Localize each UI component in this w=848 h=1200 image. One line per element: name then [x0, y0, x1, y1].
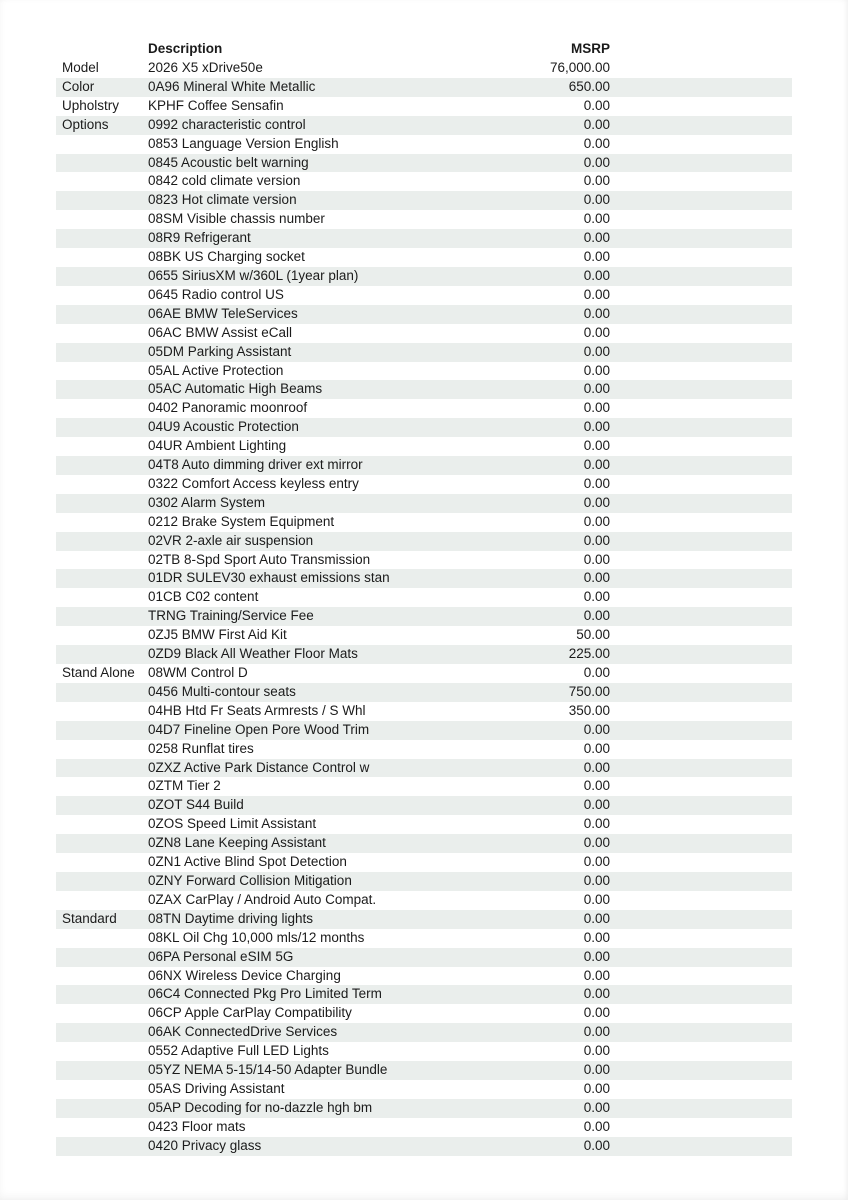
row-filler [610, 1023, 792, 1042]
row-msrp: 0.00 [488, 607, 610, 626]
table-row [56, 683, 792, 702]
row-filler [610, 569, 792, 588]
row-filler [610, 286, 792, 305]
row-category [56, 418, 148, 437]
row-description: 2026 X5 xDrive50e [148, 60, 263, 75]
row-description: 06AC BMW Assist eCall [148, 324, 293, 340]
table-row [56, 948, 792, 967]
row-filler [610, 513, 792, 532]
table-row [56, 796, 792, 815]
row-description: 0ZXZ Active Park Distance Control w [148, 759, 488, 778]
row-filler [610, 645, 792, 664]
row-filler [610, 702, 792, 721]
row-category [56, 1137, 148, 1156]
row-description: 0992 characteristic control [148, 116, 488, 135]
table-row [56, 362, 792, 381]
row-description: 06CP Apple CarPlay Compatibility [148, 1005, 352, 1021]
row-msrp: 0.00 [488, 910, 610, 929]
table-row [56, 116, 792, 135]
row-description: 0552 Adaptive Full LED Lights [148, 1043, 329, 1059]
table-row [56, 267, 792, 286]
row-category [56, 815, 148, 834]
row-filler [610, 626, 792, 645]
row-description: 01CB C02 content [148, 589, 259, 605]
table-row [56, 1023, 792, 1042]
row-msrp: 0.00 [583, 1080, 610, 1096]
row-msrp: 0.00 [488, 532, 610, 551]
table-row [56, 1137, 792, 1156]
row-description: 06PA Personal eSIM 5G [148, 948, 488, 967]
row-filler [610, 853, 792, 872]
table-row [56, 985, 792, 1004]
row-category [56, 1061, 148, 1080]
row-msrp: 0.00 [583, 967, 610, 983]
row-msrp: 0.00 [583, 211, 610, 227]
row-category [56, 1042, 148, 1061]
row-msrp: 0.00 [583, 854, 610, 870]
row-msrp: 0.00 [583, 286, 610, 302]
row-description: KPHF Coffee Sensafin [148, 97, 284, 113]
row-category [56, 777, 148, 796]
row-filler [610, 985, 792, 1004]
row-category [56, 569, 148, 588]
row-description: 0456 Multi-contour seats [148, 683, 488, 702]
row-description: 05AC Automatic High Beams [148, 380, 488, 399]
row-filler [610, 796, 792, 815]
row-msrp: 0.00 [488, 834, 610, 853]
row-category [56, 172, 148, 191]
table-row [56, 475, 792, 494]
table-row [56, 135, 792, 154]
table-row [56, 815, 792, 834]
row-filler [610, 116, 792, 135]
row-description: 0ZD9 Black All Weather Floor Mats [148, 645, 488, 664]
row-description: 05AS Driving Assistant [148, 1080, 285, 1096]
row-filler [610, 1099, 792, 1118]
row-description: 0ZAX CarPlay / Android Auto Compat. [148, 891, 377, 907]
row-filler [610, 191, 792, 210]
row-category [56, 210, 148, 229]
row-description: 05DM Parking Assistant [148, 343, 488, 362]
row-msrp: 0.00 [583, 362, 610, 378]
row-msrp: 0.00 [488, 569, 610, 588]
row-category [56, 1099, 148, 1118]
row-filler [610, 399, 792, 418]
row-msrp: 0.00 [583, 891, 610, 907]
row-category [56, 588, 148, 607]
table-row [56, 967, 792, 986]
table-row [56, 551, 792, 570]
row-category: Upholstry [62, 97, 120, 113]
row-description: 05AL Active Protection [148, 362, 284, 378]
row-filler [610, 172, 792, 191]
table-row [56, 645, 792, 664]
row-category [56, 475, 148, 494]
row-filler [610, 967, 792, 986]
row-category [56, 494, 148, 513]
row-category: Stand Alone [62, 665, 135, 680]
row-msrp: 0.00 [583, 929, 610, 945]
table-row [56, 664, 792, 683]
row-msrp: 650.00 [488, 78, 610, 97]
row-filler [610, 721, 792, 740]
row-msrp: 0.00 [488, 380, 610, 399]
row-description: 0ZN8 Lane Keeping Assistant [148, 834, 488, 853]
table-row [56, 78, 792, 97]
row-msrp: 0.00 [488, 985, 610, 1004]
row-description: 0258 Runflat tires [148, 740, 254, 756]
row-msrp: 0.00 [488, 872, 610, 891]
row-filler [610, 551, 792, 570]
row-msrp: 0.00 [583, 438, 610, 454]
row-filler [610, 683, 792, 702]
table-row [56, 702, 792, 721]
table-row [56, 343, 792, 362]
row-category [56, 626, 148, 645]
row-msrp: 0.00 [488, 154, 610, 173]
table-row [56, 1118, 792, 1137]
table-row [56, 626, 792, 645]
row-category [56, 229, 148, 248]
row-filler [610, 78, 792, 97]
row-filler [610, 380, 792, 399]
row-description: 0645 Radio control US [148, 286, 284, 302]
row-category [56, 286, 148, 305]
table-row [56, 588, 792, 607]
row-description: 0842 cold climate version [148, 173, 301, 189]
row-description: 06C4 Connected Pkg Pro Limited Term [148, 985, 488, 1004]
row-filler [610, 1080, 792, 1099]
table-row [56, 607, 792, 626]
row-category [56, 834, 148, 853]
row-description: 02VR 2-axle air suspension [148, 532, 488, 551]
row-category [56, 607, 148, 626]
row-category [56, 135, 148, 154]
row-filler [610, 324, 792, 343]
row-description: 06AK ConnectedDrive Services [148, 1023, 488, 1042]
row-msrp: 0.00 [488, 191, 610, 210]
row-filler [610, 59, 792, 78]
row-msrp: 0.00 [583, 513, 610, 529]
row-filler [610, 475, 792, 494]
row-filler [610, 532, 792, 551]
table-row [56, 248, 792, 267]
table-row [56, 910, 792, 929]
table-row [56, 1080, 792, 1099]
row-category [56, 967, 148, 986]
row-filler [610, 740, 792, 759]
row-description: 0423 Floor mats [148, 1118, 246, 1134]
row-category: Standard [56, 910, 148, 929]
row-category [56, 362, 148, 381]
row-category [56, 948, 148, 967]
table-row [56, 834, 792, 853]
row-msrp: 0.00 [583, 400, 610, 416]
table-row [56, 853, 792, 872]
row-msrp: 350.00 [568, 702, 610, 718]
row-description: 04T8 Auto dimming driver ext mirror [148, 456, 488, 475]
table-row [56, 380, 792, 399]
row-msrp: 0.00 [488, 494, 610, 513]
table-row [56, 437, 792, 456]
row-filler [610, 1004, 792, 1023]
row-category [56, 267, 148, 286]
row-filler [610, 891, 792, 910]
row-category [56, 1080, 148, 1099]
row-msrp: 0.00 [488, 948, 610, 967]
row-category [56, 343, 148, 362]
row-description: 04U9 Acoustic Protection [148, 418, 488, 437]
table-row [56, 191, 792, 210]
table-row [56, 494, 792, 513]
row-description: 05YZ NEMA 5-15/14-50 Adapter Bundle [148, 1061, 488, 1080]
row-category: Color [56, 78, 148, 97]
row-msrp: 0.00 [583, 1118, 610, 1134]
row-description: 0ZN1 Active Blind Spot Detection [148, 854, 347, 870]
row-description: 0845 Acoustic belt warning [148, 154, 488, 173]
table-row [56, 721, 792, 740]
row-description: 04UR Ambient Lighting [148, 438, 287, 454]
row-filler [610, 97, 792, 116]
row-description: 0ZOT S44 Build [148, 796, 488, 815]
row-msrp: 0.00 [488, 267, 610, 286]
row-category [56, 551, 148, 570]
row-category: Model [62, 60, 99, 75]
table-row [56, 759, 792, 778]
row-category: Options [56, 116, 148, 135]
row-description: 0823 Hot climate version [148, 191, 488, 210]
row-filler [610, 607, 792, 626]
row-category [56, 399, 148, 418]
row-msrp: 0.00 [583, 551, 610, 567]
row-msrp: 0.00 [488, 1061, 610, 1080]
row-msrp: 0.00 [488, 1023, 610, 1042]
table-row [56, 286, 792, 305]
row-msrp: 0.00 [583, 1043, 610, 1059]
table-row [56, 777, 792, 796]
row-description: 0853 Language Version English [148, 135, 339, 151]
row-description: 0302 Alarm System [148, 494, 488, 513]
table-row [56, 399, 792, 418]
row-category [56, 380, 148, 399]
row-category [56, 796, 148, 815]
row-msrp: 0.00 [488, 456, 610, 475]
row-category [56, 683, 148, 702]
row-description: 0322 Comfort Access keyless entry [148, 475, 359, 491]
row-filler [610, 135, 792, 154]
row-description: 02TB 8-Spd Sport Auto Transmission [148, 551, 371, 567]
row-description: 01DR SULEV30 exhaust emissions stan [148, 569, 488, 588]
row-category [56, 891, 148, 910]
row-description: 0ZNY Forward Collision Mitigation [148, 872, 488, 891]
row-description: TRNG Training/Service Fee [148, 607, 488, 626]
row-msrp: 76,000.00 [549, 60, 610, 75]
row-msrp: 0.00 [488, 796, 610, 815]
table-row [56, 172, 792, 191]
row-filler [610, 267, 792, 286]
row-msrp: 0.00 [583, 665, 610, 680]
row-category [56, 456, 148, 475]
row-category [56, 154, 148, 173]
table-row [56, 569, 792, 588]
row-category [56, 437, 148, 456]
table-row [56, 1004, 792, 1023]
row-description: 08R9 Refrigerant [148, 229, 488, 248]
msrp-column-header: MSRP [570, 41, 610, 56]
row-msrp: 225.00 [488, 645, 610, 664]
row-description: 08SM Visible chassis number [148, 211, 325, 227]
row-filler [610, 343, 792, 362]
row-description: 08WM Control D [148, 665, 248, 680]
table-header-row [56, 39, 792, 59]
row-description: 0ZTM Tier 2 [148, 778, 221, 794]
row-filler [610, 948, 792, 967]
row-filler [610, 1042, 792, 1061]
row-category [56, 853, 148, 872]
row-filler [610, 815, 792, 834]
table-row [56, 1099, 792, 1118]
row-filler [610, 1137, 792, 1156]
table-row [56, 872, 792, 891]
row-filler [610, 777, 792, 796]
row-category [56, 532, 148, 551]
row-description: 0A96 Mineral White Metallic [148, 78, 488, 97]
table-row [56, 1061, 792, 1080]
row-description: 0ZJ5 BMW First Aid Kit [148, 627, 287, 643]
row-filler [610, 1061, 792, 1080]
row-msrp: 0.00 [488, 1137, 610, 1156]
row-category [56, 721, 148, 740]
table-body [56, 59, 792, 1156]
row-category [56, 1118, 148, 1137]
table-row [56, 154, 792, 173]
row-filler [610, 1118, 792, 1137]
row-filler [610, 154, 792, 173]
row-category [56, 929, 148, 948]
row-msrp: 750.00 [488, 683, 610, 702]
table-row [56, 1042, 792, 1061]
category-column-header [56, 39, 148, 59]
row-category [56, 324, 148, 343]
row-msrp: 0.00 [583, 778, 610, 794]
row-msrp: 0.00 [488, 1099, 610, 1118]
row-category [56, 513, 148, 532]
row-msrp: 0.00 [583, 97, 610, 113]
row-description: 08BK US Charging socket [148, 249, 305, 265]
table-row [56, 229, 792, 248]
row-filler [610, 248, 792, 267]
row-msrp: 0.00 [583, 1005, 610, 1021]
row-filler [610, 456, 792, 475]
row-filler [610, 588, 792, 607]
row-description: 08KL Oil Chg 10,000 mls/12 months [148, 929, 365, 945]
row-msrp: 0.00 [583, 324, 610, 340]
row-filler [610, 910, 792, 929]
row-description: 0420 Privacy glass [148, 1137, 488, 1156]
row-description: 0ZOS Speed Limit Assistant [148, 816, 317, 832]
row-description: 0655 SiriusXM w/360L (1year plan) [148, 267, 488, 286]
table-row [56, 513, 792, 532]
row-msrp: 0.00 [488, 759, 610, 778]
row-msrp: 0.00 [583, 589, 610, 605]
row-description: 06NX Wireless Device Charging [148, 967, 341, 983]
row-filler [610, 664, 792, 683]
row-filler [610, 929, 792, 948]
row-msrp: 0.00 [488, 116, 610, 135]
row-msrp: 0.00 [583, 816, 610, 832]
table-row [56, 929, 792, 948]
row-msrp: 0.00 [583, 475, 610, 491]
row-msrp: 0.00 [488, 721, 610, 740]
row-category [56, 740, 148, 759]
row-msrp: 0.00 [488, 418, 610, 437]
table-row [56, 891, 792, 910]
filler-column-header [610, 39, 792, 59]
row-description: 08TN Daytime driving lights [148, 910, 488, 929]
row-msrp: 0.00 [488, 229, 610, 248]
table-row [56, 532, 792, 551]
row-filler [610, 362, 792, 381]
row-filler [610, 494, 792, 513]
table-row [56, 305, 792, 324]
row-filler [610, 210, 792, 229]
row-msrp: 0.00 [583, 173, 610, 189]
row-msrp: 0.00 [583, 135, 610, 151]
table-row [56, 456, 792, 475]
row-description: 0212 Brake System Equipment [148, 513, 335, 529]
row-msrp: 0.00 [488, 305, 610, 324]
row-description: 04D7 Fineline Open Pore Wood Trim [148, 721, 488, 740]
row-category [56, 872, 148, 891]
row-category [56, 985, 148, 1004]
table-row [56, 740, 792, 759]
table-row [56, 418, 792, 437]
description-column-header: Description [148, 41, 223, 56]
row-filler [610, 437, 792, 456]
vehicle-pricing-table [56, 39, 792, 1156]
row-filler [610, 834, 792, 853]
row-category [56, 305, 148, 324]
row-filler [610, 305, 792, 324]
row-description: 05AP Decoding for no-dazzle hgh bm [148, 1099, 488, 1118]
table-row [56, 97, 792, 116]
table-row [56, 210, 792, 229]
row-filler [610, 872, 792, 891]
row-category [56, 191, 148, 210]
row-filler [610, 229, 792, 248]
row-category [56, 645, 148, 664]
row-description: 0402 Panoramic moonroof [148, 400, 308, 416]
row-description: 04HB Htd Fr Seats Armrests / S Whl [148, 702, 366, 718]
row-msrp: 0.00 [488, 343, 610, 362]
table-row [56, 59, 792, 78]
row-msrp: 50.00 [576, 627, 610, 643]
row-category [56, 248, 148, 267]
row-description: 06AE BMW TeleServices [148, 305, 488, 324]
row-category [56, 759, 148, 778]
table-row [56, 324, 792, 343]
row-filler [610, 418, 792, 437]
row-msrp: 0.00 [583, 740, 610, 756]
row-filler [610, 759, 792, 778]
row-category [56, 702, 148, 721]
row-category [56, 1004, 148, 1023]
row-category [56, 1023, 148, 1042]
row-msrp: 0.00 [583, 249, 610, 265]
